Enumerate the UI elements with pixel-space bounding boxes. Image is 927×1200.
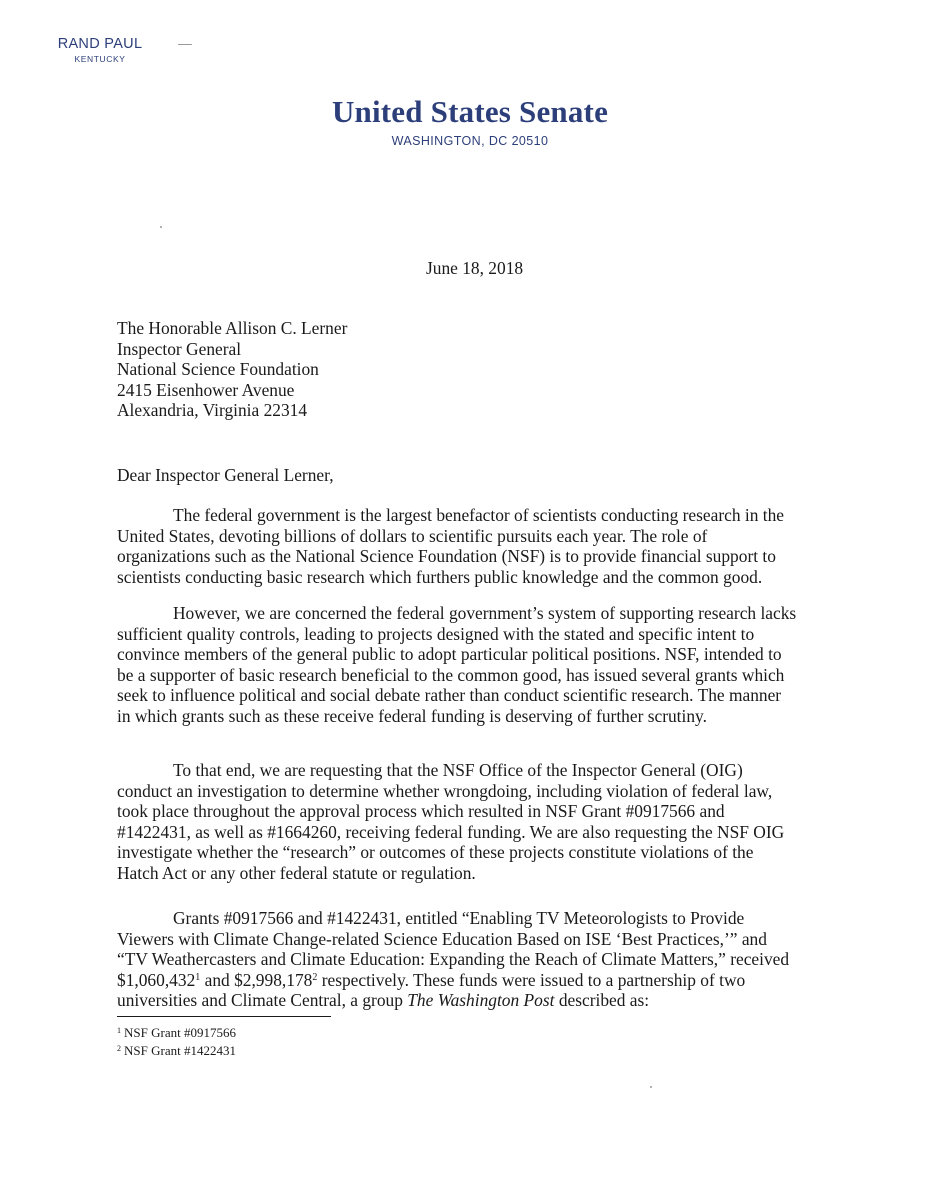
paragraph-line: seek to influence political and social debate rather than conduct scientific research. The manner — [117, 685, 782, 705]
paragraph-line: Hatch Act or any other federal statute or regulation. — [117, 862, 476, 883]
footnotes — [117, 1024, 236, 1060]
paragraph-1 — [117, 505, 829, 587]
paragraph-line: To that end, we are requesting that the NSF Office of the Inspector General (OIG) — [173, 760, 743, 780]
recipient-name: The Honorable Allison C. Lerner — [117, 318, 348, 338]
grant-amount-1: $1,060,432 — [117, 969, 196, 990]
paragraph-line: organizations such as the National Science Foundation (NSF) is to provide financial support to — [117, 546, 776, 566]
footnote-mark: 2 — [117, 1044, 121, 1053]
recipient-address — [117, 318, 347, 421]
scan-speck — [178, 44, 192, 45]
paragraph-4 — [117, 908, 829, 1011]
line-text: respectively. These funds were issued to a partnership of two — [317, 969, 746, 990]
footnote-ref-2: 2 — [312, 971, 318, 983]
paragraph-line: United States, devoting billions of dollars to scientific pursuits each year. The role of — [117, 525, 708, 546]
paragraph-line: sufficient quality controls, leading to projects designed with the stated and specific intent to — [117, 623, 755, 644]
paragraph-line: be a supporter of basic research beneficial to the common good, has issued several grants which — [117, 664, 785, 685]
salutation: Dear Inspector General Lerner, — [117, 465, 334, 485]
paragraph-line: #1422431, as well as #1664260, receiving federal funding. We are also requesting the NSF OIG — [117, 821, 785, 842]
paragraph-3 — [117, 760, 829, 883]
footnote-2 — [117, 1042, 236, 1060]
letterhead-city: WASHINGTON, DC 20510 — [391, 134, 549, 148]
recipient-street: 2415 Eisenhower Avenue — [117, 379, 295, 400]
letter-date: June 18, 2018 — [426, 258, 524, 278]
paragraph-line: Viewers with Climate Change-related Science Education Based on ISE ‘Best Practices,’” and — [117, 928, 767, 949]
recipient-title: Inspector General — [117, 338, 242, 359]
sender-block — [52, 36, 148, 65]
paragraph-line: The federal government is the largest benefactor of scientists conducting research in the — [173, 505, 785, 525]
footnote-ref-1: 1 — [195, 971, 201, 983]
paragraph-line — [117, 990, 829, 1011]
footnote-mark: 1 — [117, 1026, 121, 1035]
paragraph-line — [117, 970, 829, 991]
sender-state: KENTUCKY — [74, 54, 126, 64]
paragraph-line: investigate whether the “research” or outcomes of these projects constitute violations of the — [117, 842, 754, 862]
footnote-1 — [117, 1024, 236, 1042]
paragraph-line: convince members of the general public to adopt particular political positions. NSF, intended to — [117, 644, 782, 664]
sender-name: RAND PAUL — [57, 36, 143, 52]
letterhead-title: United States Senate — [331, 94, 609, 129]
paragraph-line: in which grants such as these receive federal funding is deserving of further scrutiny. — [117, 705, 707, 726]
footnote-divider — [117, 1016, 331, 1017]
paragraph-line: “TV Weathercasters and Climate Education: Expanding the Reach of Climate Matters,” received — [117, 949, 790, 969]
recipient-city: Alexandria, Virginia 22314 — [117, 400, 308, 420]
paragraph-line: However, we are concerned the federal government’s system of supporting research lacks — [173, 603, 797, 623]
line-text: universities and Climate Central, a group — [117, 990, 408, 1010]
letterhead — [300, 94, 640, 148]
scan-speck — [160, 226, 162, 228]
scan-speck — [650, 1086, 652, 1088]
paragraph-line: conduct an investigation to determine whether wrongdoing, including violation of federal law, — [117, 780, 773, 801]
paragraph-2 — [117, 603, 829, 726]
paragraph-line: scientists conducting basic research which furthers public knowledge and the common good. — [117, 566, 763, 587]
footnote-text: NSF Grant #0917566 — [124, 1025, 236, 1040]
paragraph-line: Grants #0917566 and #1422431, entitled “Enabling TV Meteorologists to Provide — [173, 908, 745, 928]
paragraph-line: took place throughout the approval process which resulted in NSF Grant #0917566 and — [117, 801, 725, 821]
publication-name: The Washington Post — [407, 990, 555, 1010]
grant-amount-2: and $2,998,178 — [200, 969, 313, 990]
recipient-organization: National Science Foundation — [117, 359, 319, 379]
line-text: described as: — [554, 990, 650, 1010]
footnote-text: NSF Grant #1422431 — [124, 1043, 236, 1058]
